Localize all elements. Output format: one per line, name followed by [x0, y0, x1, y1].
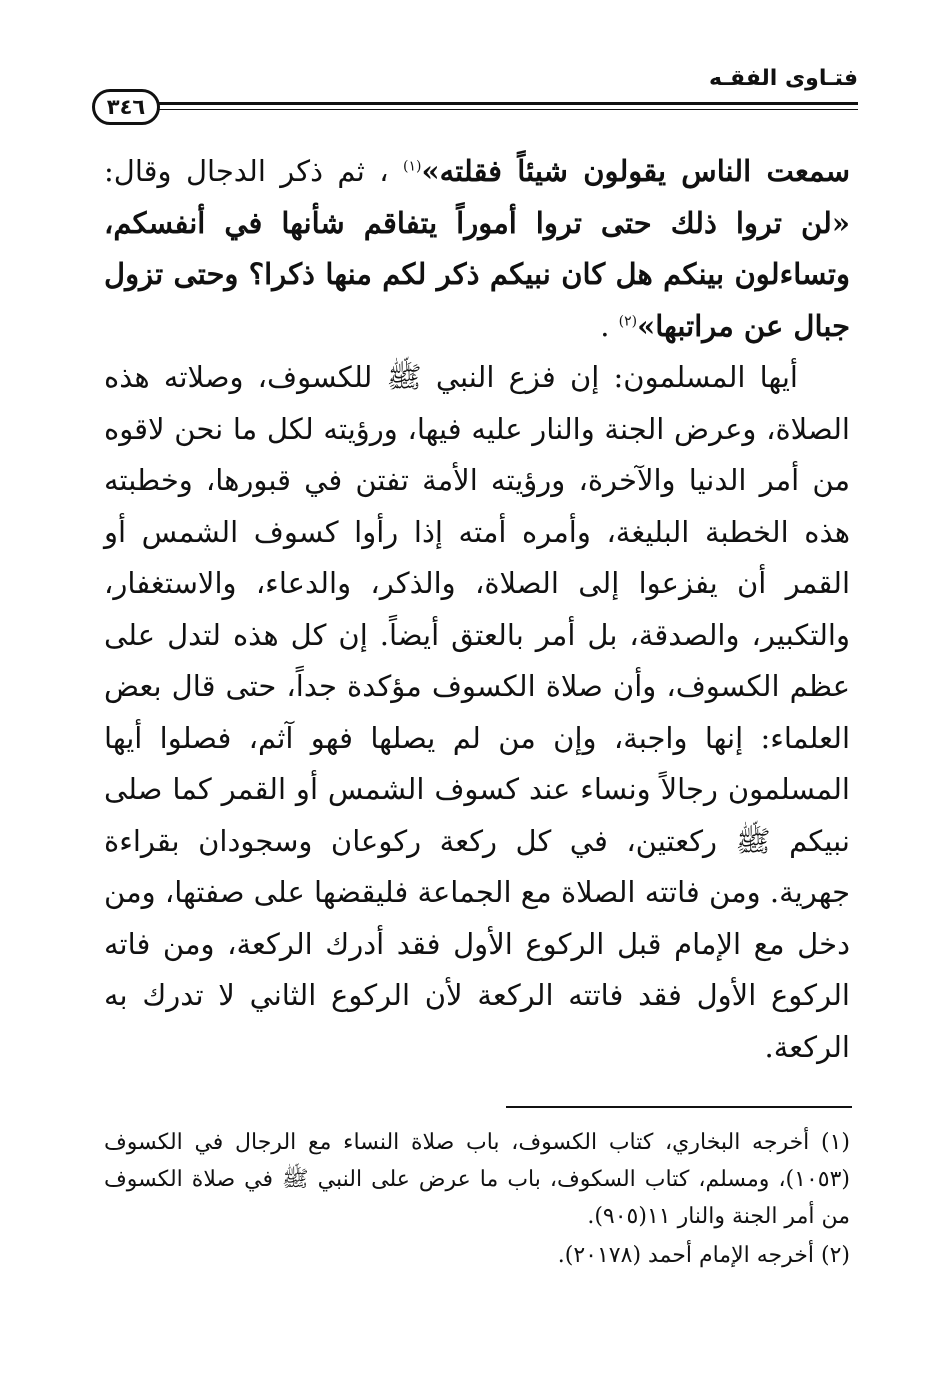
footnote-separator [506, 1106, 852, 1108]
footnote-ref-1: (١) [402, 158, 422, 175]
sermon-text: أيها المسلمون: إن فزع النبي ﷺ للكسوف، وصلاته هذه الصلاة، وعرض الجنة والنار عليه فيها، ورؤيته لكل ما نحن لاقوه من أمر الدنيا والآخرة، ورؤيته الأمة تفتن في قبورها، وخطبته هذه الخطبة البليغة، وأمره أمته إذا رأوا كسوف الشمس أو القمر أن يفزعوا إلى الصلاة، والذكر، والدعاء، والاستغفار، والتكبير، والصدقة، بل أمر بالعتق أيضاً. إن كل هذه لتدل على عظم الكسوف، وأن صلاة الكسوف مؤكدة جداً، حتى قال بعض العلماء: إنها واجبة، وإن من لم يصلها فهو آثم، فصلوا أيها المسلمون رجالاً ونساء عند كسوف الشمس أو القمر كما صلى نبيكم ﷺ ركعتين، في كل ركعة ركوعان وسجودان بقراءة جهرية. ومن فاتته الصلاة مع الجماعة فليقضها على صفتها، ومن دخل مع الإمام قبل الركوع الأول فقد أدرك الركعة، ومن فاته الركوع الأول فقد فاتته الركعة لأن الركوع الثاني لا تدرك به الركعة. [104, 360, 850, 1064]
page-number: ٣٤٦ [92, 89, 160, 125]
footnote-ref-2: (٢) [618, 312, 638, 329]
footnote-1: (١) أخرجه البخاري، كتاب الكسوف، باب صلاة النساء مع الرجال في الكسوف (١٠٥٣)، ومسلم، كتاب السكوف، باب ما عرض على النبي ﷺ في صلاة الكسوف من أمر الجنة والنار ١١(٩٠٥). [104, 1130, 850, 1229]
header-rule-thin [158, 109, 858, 110]
quote-segment-2: «لن تروا ذلك حتى تروا أموراً يتفاقم شأنها في أنفسكم، وتساءلون بينكم هل كان نبيكم ذكر لكم منها ذكرا؟ وحتى تزول جبال عن مراتبها» [104, 205, 850, 343]
book-title: فتـاوى الفقـه [709, 66, 858, 91]
main-text [104, 146, 850, 1073]
paragraph-hadith-quote [104, 146, 850, 352]
page-header [98, 58, 858, 128]
closing-period: . [600, 308, 619, 343]
header-rule-thick [98, 102, 858, 105]
paragraph-sermon [104, 352, 850, 1073]
footnote-2: (٢) أخرجه الإمام أحمد (٢٠١٧٨). [557, 1243, 850, 1268]
quote-segment-1: سمعت الناس يقولون شيئاً فقلته» [421, 154, 851, 188]
connective-text: ، ثم ذكر الدجال وقال: [104, 154, 403, 188]
footnotes [104, 1124, 850, 1274]
